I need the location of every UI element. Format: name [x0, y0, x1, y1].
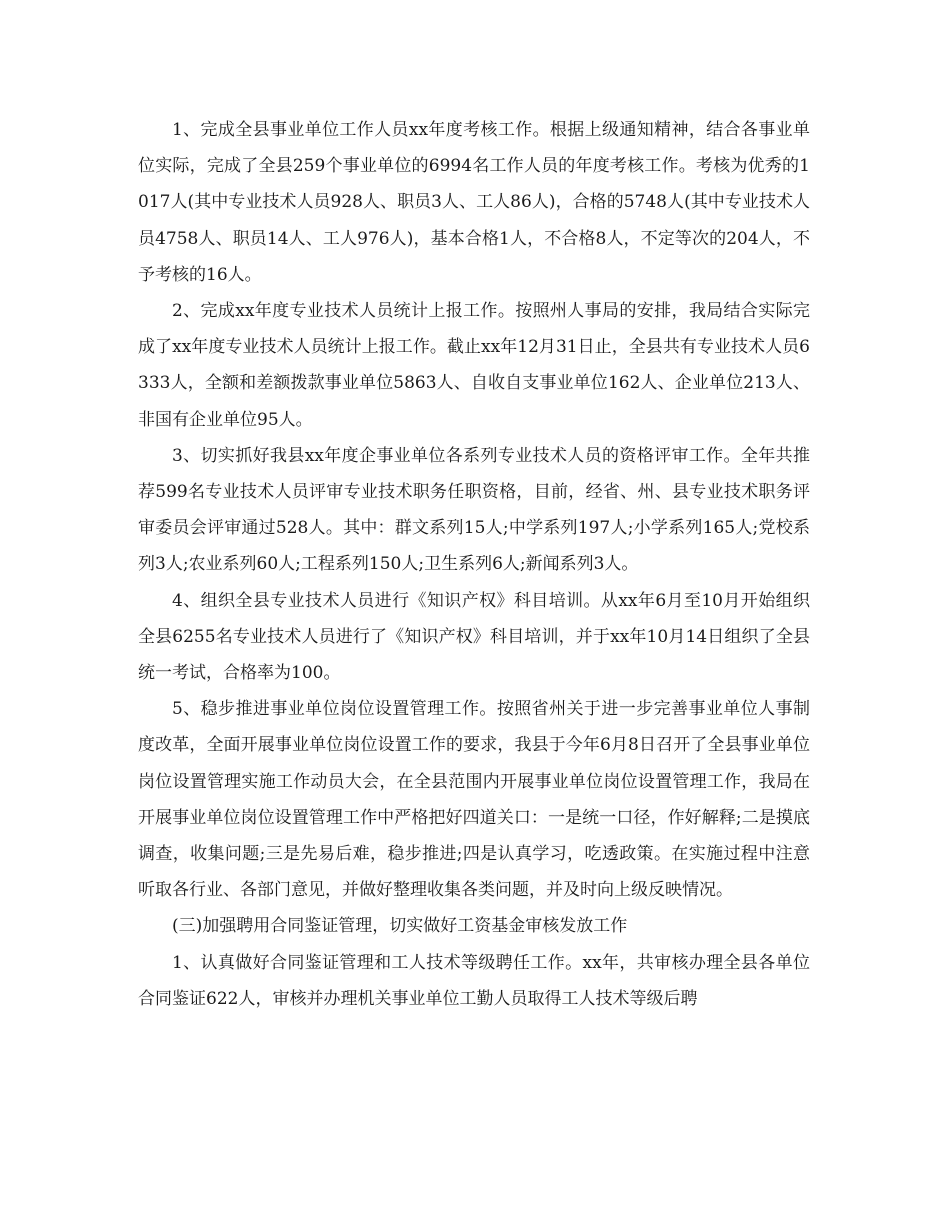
section-heading-contract-management: (三)加强聘用合同鉴证管理，切实做好工资基金审核发放工作: [172, 916, 628, 937]
paragraph-post-setting: 5、稳步推进事业单位岗位设置管理工作。按照省州关于进一步完善事业单位人事制度改革，全面开展事业单位岗位设置工作的要求，我县于今年6月8日召开了全县事业单位岗位设置管理实施工作动员大会，在全县范围内开展事业单位岗位设置管理工作，我局在开展事业单位岗位设置管理工作中严格把好四道关口：一是统一口径，作好解释;二是摸底调查，收集问题;三是先易后难，稳步推进;四是认真学习，吃透政策。在实施过程中注意听取各行业、各部门意见，并做好整理收集各类问题，并及时向上级反映情况。: [138, 699, 810, 901]
paragraph-contract-verification: 1、认真做好合同鉴证管理和工人技术等级聘任工作。xx年，共审核办理全县各单位合同鉴证622人，审核并办理机关事业单位工勤人员取得工人技术等级后聘: [138, 952, 810, 1009]
paragraph-annual-assessment: 1、完成全县事业单位工作人员xx年度考核工作。根据上级通知精神，结合各事业单位实际，完成了全县259个事业单位的6994名工作人员的年度考核工作。考核为优秀的1017人(其中专业技术人员928人、职员3人、工人86人)，合格的5748人(其中专业技术人员4758人、职员14人、工人976人)，基本合格1人，不合格8人，不定等次的204人，不予考核的16人。: [138, 120, 810, 285]
document-body: [138, 112, 810, 1017]
paragraph-ip-training: 4、组织全县专业技术人员进行《知识产权》科目培训。从xx年6月至10月开始组织全县6255名专业技术人员进行了《知识产权》科目培训，并于xx年10月14日组织了全县统一考试，合格率为100。: [138, 590, 810, 684]
paragraph-statistics-report: 2、完成xx年度专业技术人员统计上报工作。按照州人事局的安排，我局结合实际完成了xx年度专业技术人员统计上报工作。截止xx年12月31日止，全县共有专业技术人员6333人，全额和差额拨款事业单位5863人、自收自支事业单位162人、企业单位213人、非国有企业单位95人。: [138, 301, 810, 430]
paragraph-qualification-review: 3、切实抓好我县xx年度企事业单位各系列专业技术人员的资格评审工作。全年共推荐599名专业技术人员评审专业技术职务任职资格，目前，经省、州、县专业技术职务评审委员会评审通过528人。其中：群文系列15人;中学系列197人;小学系列165人;党校系列3人;农业系列60人;工程系列150人;卫生系列6人;新闻系列3人。: [138, 445, 810, 575]
